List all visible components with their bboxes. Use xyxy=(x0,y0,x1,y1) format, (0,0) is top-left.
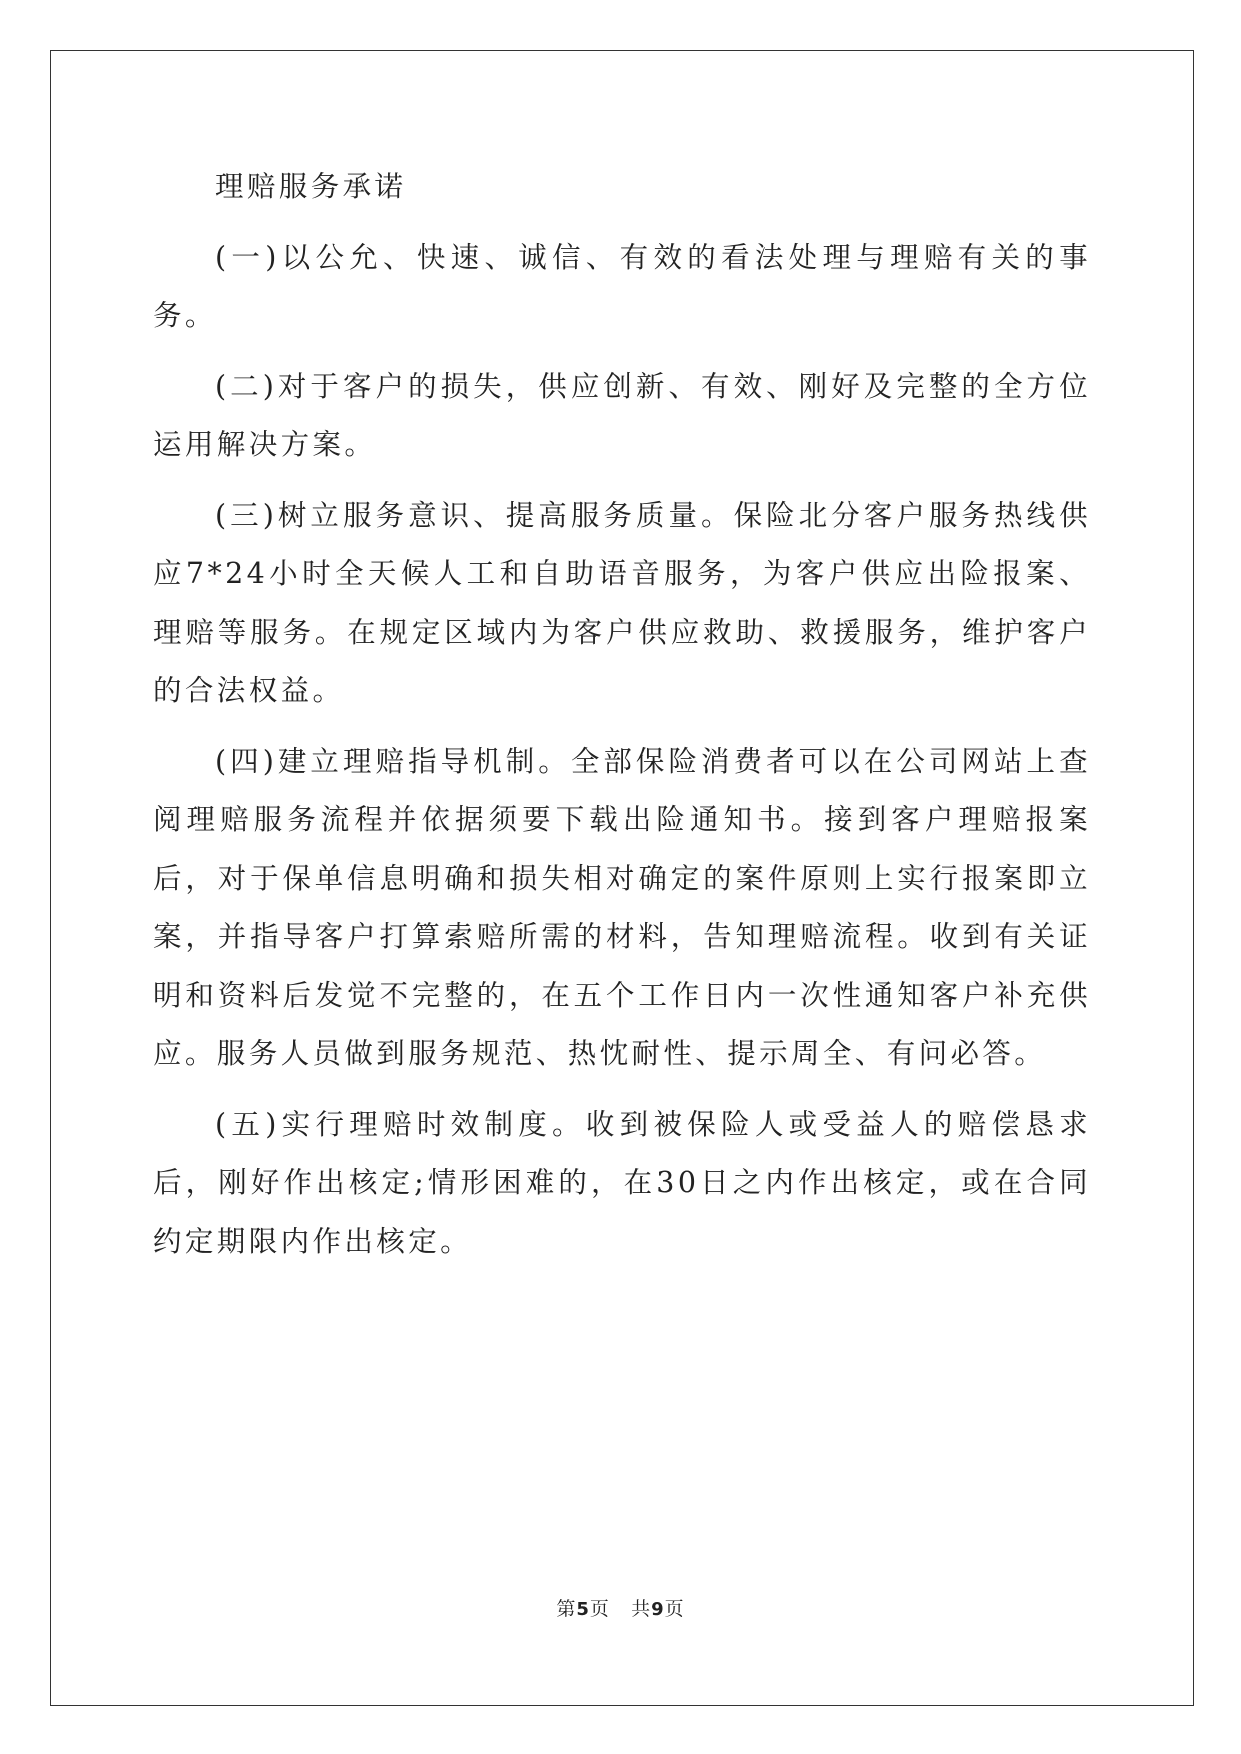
paragraph-1: (一)以公允、快速、诚信、有效的看法处理与理赔有关的事务。 xyxy=(153,240,1091,332)
paragraph-3: (三)树立服务意识、提高服务质量。保险北分客户服务热线供应7*24小时全天候人工和自助语音服务，为客户供应出险报案、理赔等服务。在规定区域内为客户供应救助、救援服务，维护客户的合法权益。 xyxy=(153,498,1091,707)
page-footer xyxy=(0,1594,1241,1621)
paragraph-4: (四)建立理赔指导机制。全部保险消费者可以在公司网站上查阅理赔服务流程并依据须要下载出险通知书。接到客户理赔报案后，对于保单信息明确和损失相对确定的案件原则上实行报案即立案，并指导客户打算索赔所需的材料，告知理赔流程。收到有关证明和资料后发觉不完整的，在五个工作日内一次性通知客户补充供应。服务人员做到服务规范、热忱耐性、提示周全、有问必答。 xyxy=(153,744,1091,1070)
paragraph-2: (二)对于客户的损失，供应创新、有效、刚好及完整的全方位运用解决方案。 xyxy=(153,369,1091,461)
page-suffix: 页 xyxy=(589,1598,610,1620)
document-title: 理赔服务承诺 xyxy=(215,170,407,203)
document-body xyxy=(153,158,1091,1283)
total-suffix: 页 xyxy=(664,1598,685,1620)
total-prefix: 共 xyxy=(631,1598,652,1620)
page-total: 9 xyxy=(651,1599,665,1620)
paragraph-5: (五)实行理赔时效制度。收到被保险人或受益人的赔偿恳求后，刚好作出核定;情形困难的，在30日之内作出核定，或在合同约定期限内作出核定。 xyxy=(153,1107,1091,1258)
page-current: 5 xyxy=(576,1599,590,1620)
page-prefix: 第 xyxy=(556,1598,577,1620)
